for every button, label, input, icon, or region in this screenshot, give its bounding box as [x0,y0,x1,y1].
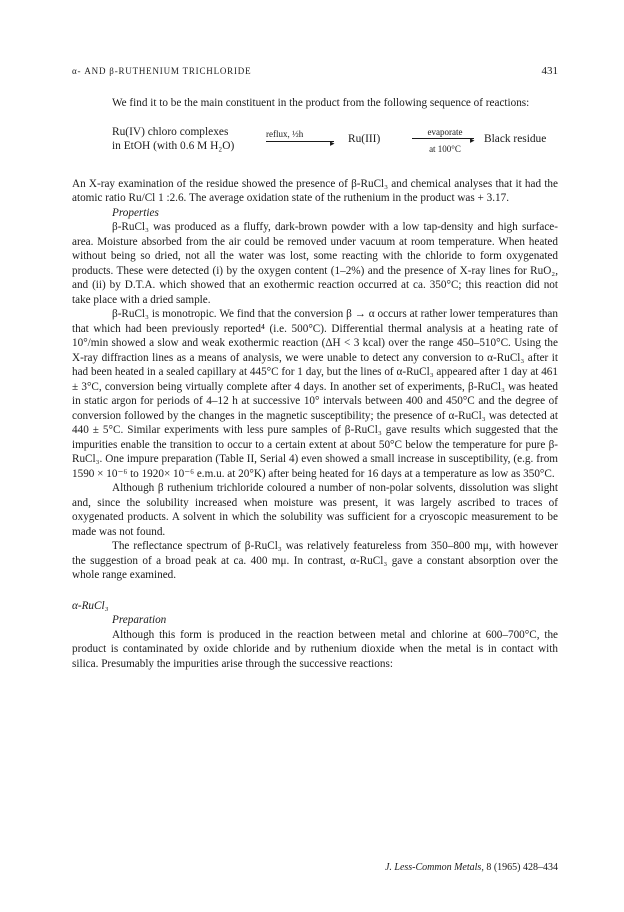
arrow-2-line [412,138,474,139]
arrow-2-below-label: at 100°C [429,144,461,154]
journal-name: J. Less-Common Metals, [384,862,484,873]
arrow-1-head-icon: ▸ [330,137,335,148]
reactant-line-2: in EtOH (with 0.6 M H₂O) [112,140,235,152]
reactant-line-1: Ru(IV) chloro complexes [112,125,229,138]
running-title: α- AND β-RUTHENIUM TRICHLORIDE [72,66,252,76]
preparation-heading: Preparation [112,614,167,626]
journal-footer [385,862,558,873]
journal-citation: 8 (1965) 428–434 [486,862,558,873]
reaction-intermediate: Ru(III) [348,132,381,145]
arrow-1-label: reflux, ½h [266,128,304,139]
reflectance-paragraph: The reflectance spectrum of β-RuCl₃ was relatively featureless from 350–800 mμ, with however the suggestion of a broad peak at ca. 400 mμ. In contrast, α-RuCl₃ gave a constant absorption over the whole range examined. [72,540,558,581]
article-body [72,96,558,671]
reaction-arrow-2 [412,125,478,157]
reaction-scheme [112,121,558,165]
solvents-paragraph: Although β ruthenium trichloride coloured a number of non-polar solvents, dissolution was slight and, since the solubility increased when moisture was present, it was largely ascribed to traces of oxygenated products. A solvent in which the solubility was sufficient for a cryoscopic measurement to be made was not found. [72,482,558,538]
running-header [72,66,558,80]
page-number: 431 [541,65,558,77]
reaction-reactant [112,125,234,154]
reaction-product: Black residue [484,132,547,145]
monotropic-paragraph: β-RuCl₃ is monotropic. We find that the conversion β → α occurs at rather lower temperatures than that which had been previously reported⁴ (i.e. 500°C). Differential thermal analysis at a heating rate of 10°/min showed a slow and weak exothermic reaction (ΔH < 3 kcal) over the range 450–510°C. Using the X-ray diffraction lines as a means of analysis, we were unable to detect any conversion to α-RuCl₃ after it had been heated in a sealed capillary at 445°C for 1 day, but the lines of α-RuCl₃ appeared after 1 day at 461 ± 3°C, conversion being virtually complete after 4 days. In another set of experiments, β-RuCl₃ was heated in static argon for periods of 4–12 h at successive 10° intervals between 400 and 450°C and the degree of conversion followed by the changes in the magnetic susceptibility; the presence of α-RuCl₃ was detected at 440 ± 5°C. Similar experiments with less pure samples of β-RuCl₃ gave results which suggested that the impurities enable the transition to occur to a certain extent at about 50°C below the temperature for pure β-RuCl₃. One impure preparation (Table II, Serial 4) even showed a small increase in susceptibility, (e.g. from 1590 × 10⁻⁶ to 1920× 10⁻⁶ e.m.u. at 20°K) after being heated for 16 days at a temperature as low as 350°C. [72,308,558,480]
arrow-2-head-icon: ▸ [470,134,475,145]
properties-heading: Properties [112,206,159,219]
alpha-section-heading: α-RuCl₃ [72,599,109,612]
properties-paragraph: β-RuCl₃ was produced as a fluffy, dark-brown powder with a low tap-density and high surface-area. Moisture absorbed from the air could be removed under vacuum at room temperature. When heated without being so dried, not all the water was lost, some reacting with the chloride to form oxygenated products. These were detected (i) by the oxygen content (1–2%) and the presence of X-ray lines for RuO₂, and (ii) by D.T.A. which showed that an exothermic reaction occurred at ca. 350°C; this reaction did not take place with a dried sample. [72,221,558,306]
reaction-arrow-1 [266,127,344,148]
arrow-1-line [266,141,334,142]
intro-paragraph: We find it to be the main constituent in the product from the following sequence of reactions: [112,97,530,109]
arrow-2-above-label: evaporate [427,126,463,137]
xray-paragraph: An X-ray examination of the residue showed the presence of β-RuCl₃ and chemical analyses that it had the atomic ratio Ru/Cl 1 :2.6. The average oxidation state of the ruthenium in the product was + 3.17. [72,177,558,204]
preparation-paragraph: Although this form is produced in the reaction between metal and chlorine at 600–700°C, the product is contaminated by oxide chloride and by ruthenium dioxide when the metal is in contact with silica. Presumably the impurities arise through the successive reactions: [72,628,558,670]
